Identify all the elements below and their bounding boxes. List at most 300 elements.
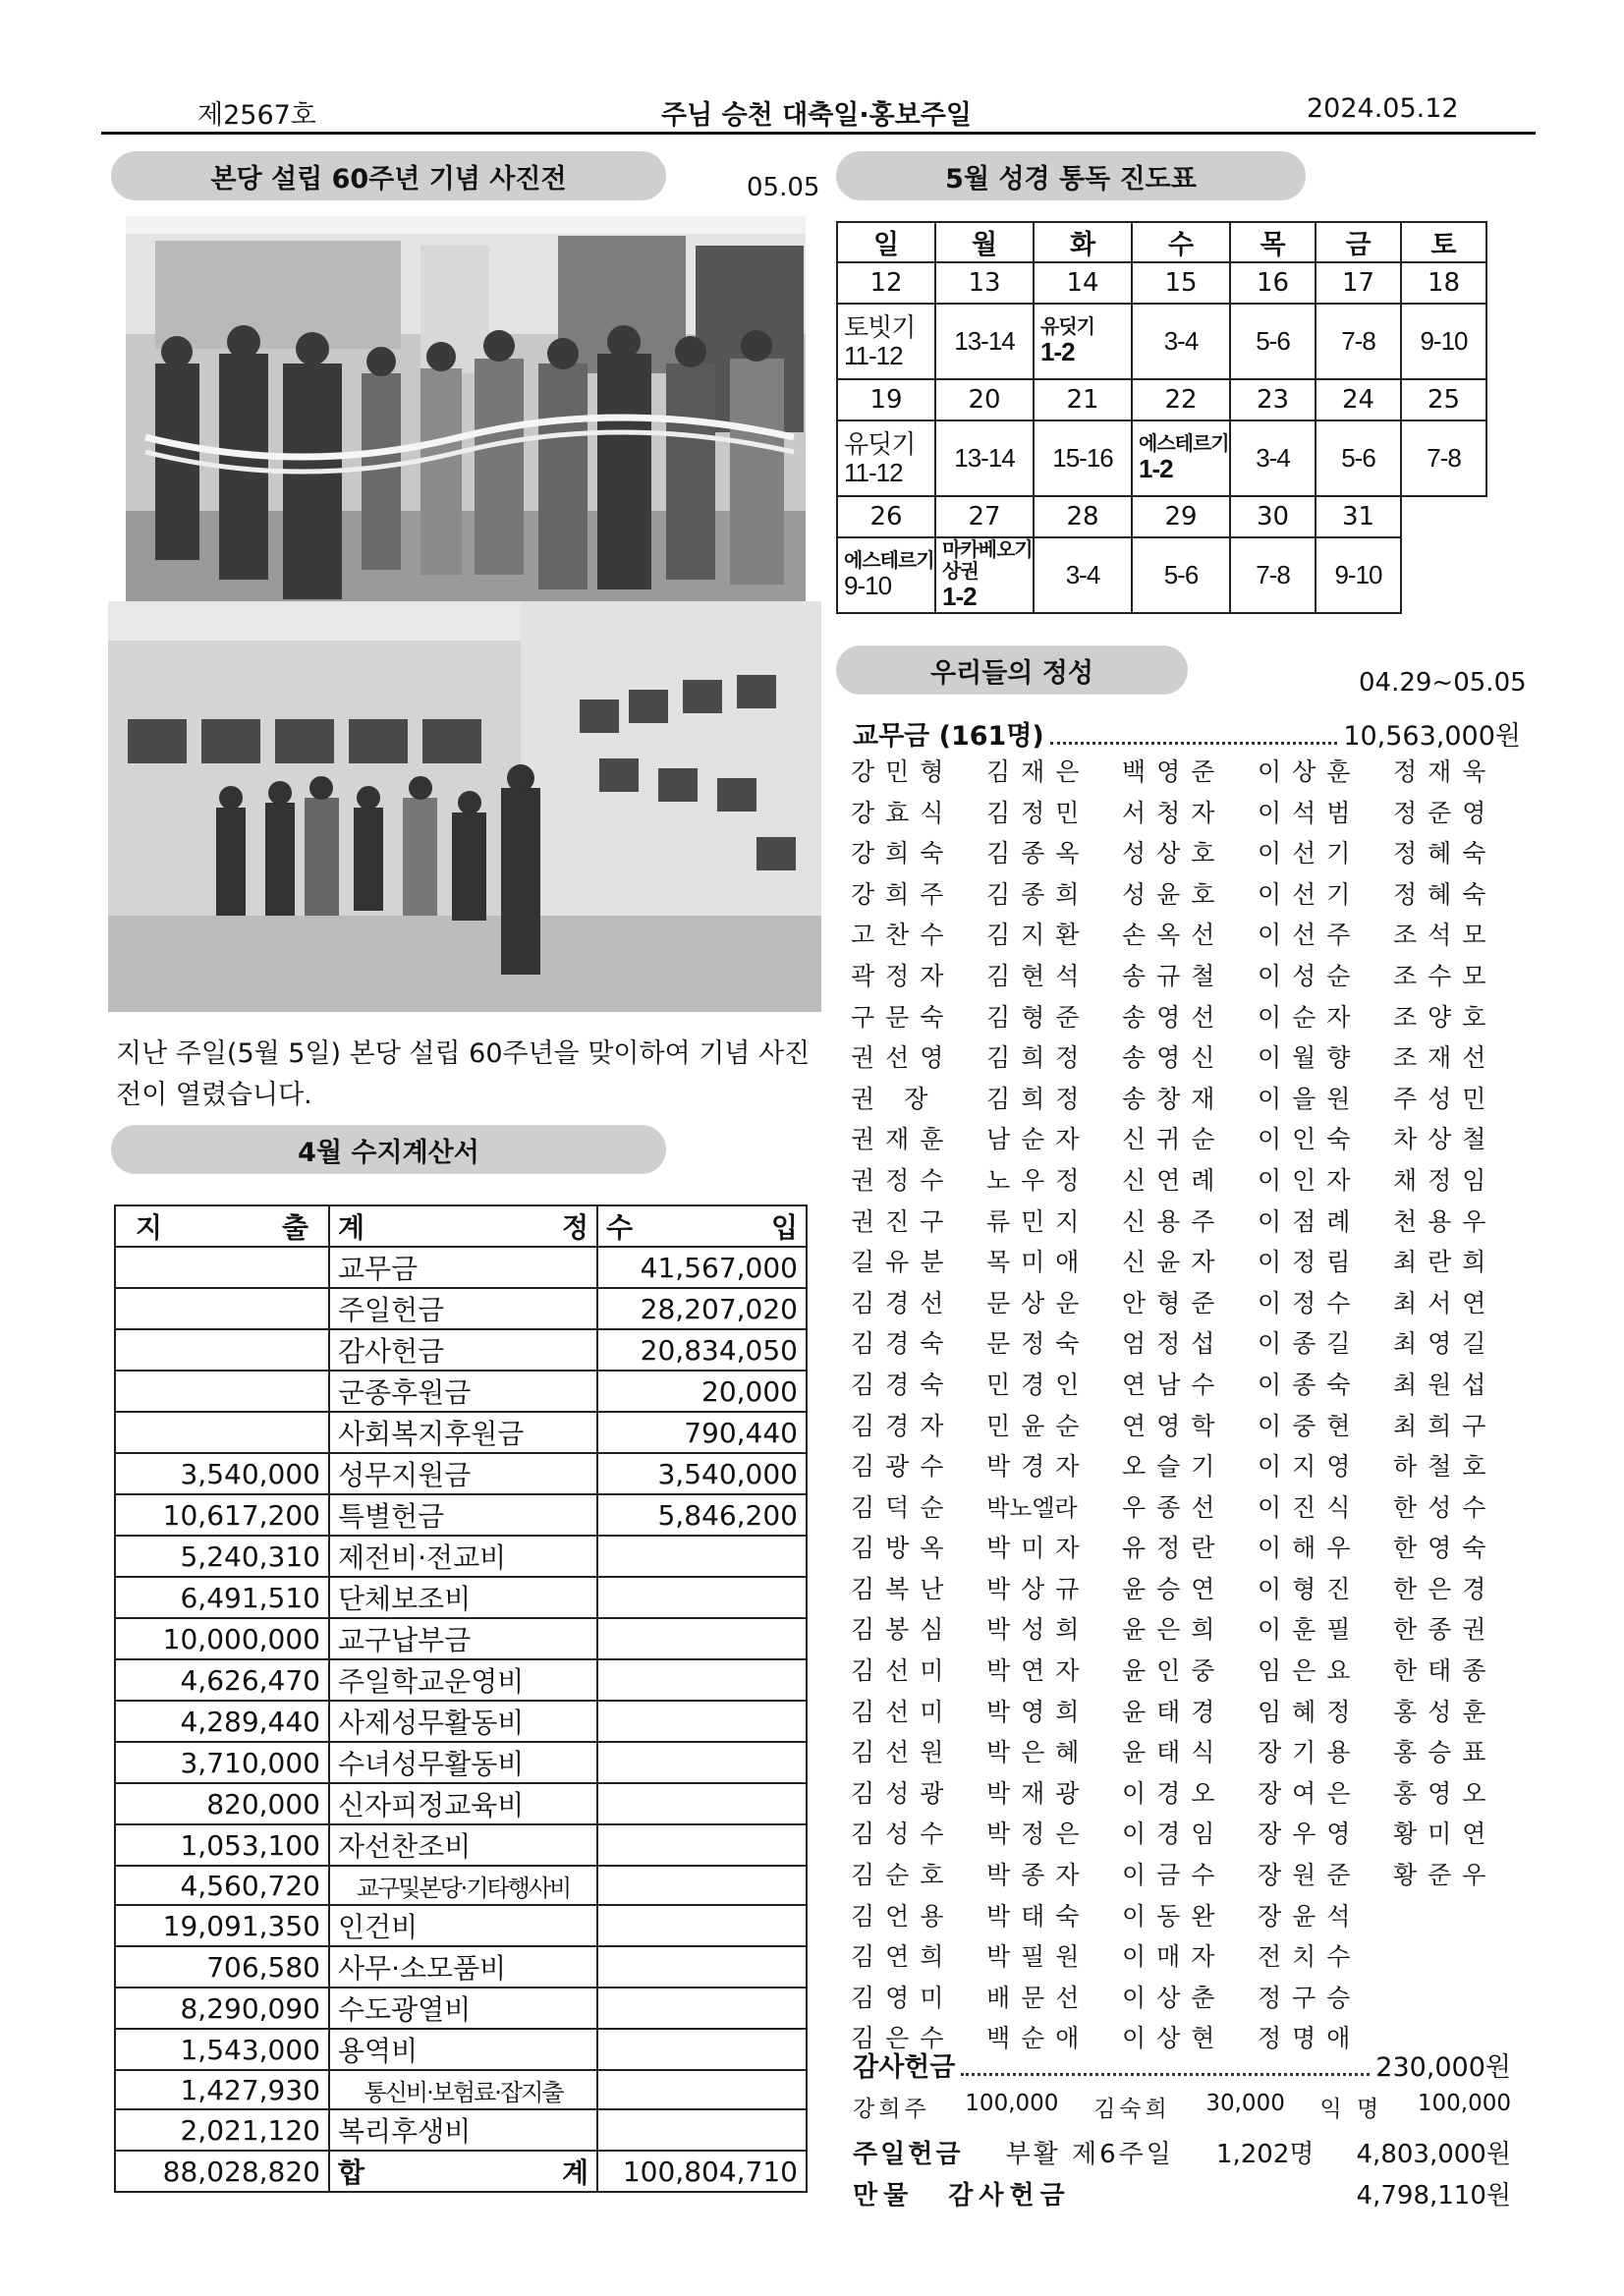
donor-name: 최란희: [1393, 1248, 1497, 1277]
donor-name: 곽정자: [851, 961, 955, 990]
donor-name: 김덕순: [851, 1492, 955, 1522]
reading-cell: 7-8: [1316, 304, 1401, 379]
donor-name: 이상현: [1122, 2024, 1226, 2053]
date-cell: 13: [935, 262, 1034, 304]
expense-cell: 19,091,350: [115, 1905, 329, 1946]
finance-row: [115, 2029, 807, 2070]
reading-cell: 7-8: [1401, 420, 1486, 496]
photo-caption: 지난 주일(5월 5일) 본당 설립 60주년을 맞이하여 기념 사진전이 열렸습니다.: [116, 1038, 811, 1110]
donor-name: 윤은희: [1122, 1615, 1226, 1645]
donor-name: 박은혜: [986, 1738, 1091, 1767]
date-cell: 23: [1230, 379, 1316, 420]
thanks-donor-amount: 100,000: [965, 2091, 1059, 2116]
donor-row: [851, 1080, 1529, 1121]
donor-name: 이지영: [1258, 1452, 1362, 1482]
donor-name: 김정민: [986, 798, 1091, 827]
donor-name: 연영학: [1122, 1411, 1226, 1440]
income-cell: [597, 1659, 807, 1701]
donor-name: 이상춘: [1122, 1983, 1226, 2012]
account-cell: 수도광열비: [329, 1988, 597, 2029]
donor-name: 박연자: [986, 1656, 1091, 1686]
donor-name: 김성광: [851, 1778, 955, 1808]
income-cell: 20,834,050: [597, 1329, 807, 1371]
donor-name: 이정림: [1258, 1248, 1362, 1277]
finance-total-row: [115, 2151, 807, 2192]
exhibition-photo: [108, 601, 821, 1012]
sunday-week: 부활 제6주일: [1005, 2140, 1174, 2169]
donor-name: 백순애: [986, 2024, 1091, 2053]
donor-name: 임은요: [1258, 1656, 1362, 1686]
donor-name: 이종길: [1258, 1329, 1362, 1359]
account-cell: 교구납부금: [329, 1618, 597, 1659]
calendar-reading-row: [837, 420, 1486, 496]
donor-name: 목미애: [986, 1248, 1091, 1277]
donor-name: 이훈필: [1258, 1615, 1362, 1645]
income-cell: 3,540,000: [597, 1453, 807, 1494]
donor-name: 이점례: [1258, 1206, 1362, 1236]
donor-row: [851, 1733, 1529, 1774]
expense-header-part: 출: [281, 1211, 308, 1244]
reading-chapters: 9-10: [844, 571, 892, 601]
donor-name: 장원준: [1258, 1861, 1362, 1890]
day-tue: 화: [1034, 222, 1132, 262]
reading-cell: 7-8: [1230, 537, 1316, 613]
donor-name: 박경자: [986, 1452, 1091, 1482]
expense-cell: 8,290,090: [115, 1988, 329, 2029]
donor-name: 강효식: [851, 798, 955, 827]
donor-name: 김희정: [986, 1084, 1091, 1113]
reading-cell: 3-4: [1132, 304, 1230, 379]
donor-name: 황미연: [1393, 1820, 1497, 1849]
reading-cell: [1034, 304, 1132, 379]
finance-row: [115, 1618, 807, 1659]
donor-name: 황준우: [1393, 1861, 1497, 1890]
donor-name: 신윤자: [1122, 1248, 1226, 1277]
donor-name: 이형진: [1258, 1574, 1362, 1603]
donor-name: 민경인: [986, 1370, 1091, 1399]
donor-name: 정명애: [1258, 2024, 1362, 2053]
calendar-date-row: [837, 496, 1486, 537]
reading-cell: [837, 537, 935, 613]
donor-name: 김순호: [851, 1861, 955, 1890]
donor-name: 윤태경: [1122, 1697, 1226, 1726]
donor-name: 채정임: [1393, 1165, 1497, 1195]
donor-name: 서청자: [1122, 798, 1226, 827]
donations-heading: 우리들의 정성: [836, 645, 1188, 695]
account-cell: 교무금: [329, 1247, 597, 1288]
income-cell: [597, 1905, 807, 1946]
donor-row: [851, 1979, 1529, 2020]
donor-name: 권정수: [851, 1165, 955, 1195]
expense-cell: 706,580: [115, 1946, 329, 1988]
reading-cell: [837, 420, 935, 496]
account-cell: 사제성무활동비: [329, 1701, 597, 1742]
donor-name: 장기용: [1258, 1738, 1362, 1767]
donor-row: [851, 1243, 1529, 1284]
donor-row: [851, 916, 1529, 957]
total-expense: 88,028,820: [115, 2151, 329, 2192]
donor-name: 최원섭: [1393, 1370, 1497, 1399]
day-thu: 목: [1230, 222, 1316, 262]
thanks-donor: 익 명: [1319, 2097, 1383, 2122]
empty-cell: [1401, 496, 1486, 537]
total-label: [329, 2151, 597, 2192]
finance-row: [115, 1371, 807, 1412]
finance-row: [115, 1783, 807, 1824]
expense-cell: [115, 1412, 329, 1453]
donor-name: 남순자: [986, 1125, 1091, 1154]
reading-chapters: 1-2: [942, 582, 977, 612]
calendar-day-header: [837, 222, 1486, 262]
donor-row: [851, 753, 1529, 794]
finance-row: [115, 1659, 807, 1701]
income-cell: [597, 1742, 807, 1783]
finance-row: [115, 1288, 807, 1329]
thanks-label: 감사헌금: [853, 2052, 956, 2083]
donor-name: 강희주: [851, 879, 955, 909]
finance-row: [115, 1824, 807, 1866]
income-cell: 790,440: [597, 1412, 807, 1453]
donor-name: 장우영: [1258, 1820, 1362, 1849]
account-cell: 용역비: [329, 2029, 597, 2070]
expense-cell: 10,617,200: [115, 1494, 329, 1536]
reading-book: 마카베오기 상권: [942, 539, 1033, 584]
donor-name: 박상규: [986, 1574, 1091, 1603]
finance-row: [115, 1866, 807, 1905]
donor-name: 정혜숙: [1393, 879, 1497, 909]
account-header: [329, 1205, 597, 1247]
expense-cell: 1,427,930: [115, 2070, 329, 2109]
donor-name: 이월향: [1258, 1043, 1362, 1073]
reading-cell: 3-4: [1034, 537, 1132, 613]
thanks-donor: 김숙희: [1093, 2097, 1171, 2122]
donor-name: 신귀순: [1122, 1125, 1226, 1154]
donor-name: 노우정: [986, 1165, 1091, 1195]
income-cell: [597, 1536, 807, 1577]
donor-name: 박종자: [986, 1861, 1091, 1890]
donor-name: 임혜정: [1258, 1697, 1362, 1726]
donor-row: [851, 1856, 1529, 1897]
donor-row: [851, 1038, 1529, 1080]
donor-name: 고찬수: [851, 921, 955, 950]
donor-name: 김언용: [851, 1901, 955, 1931]
donor-name: 최영길: [1393, 1329, 1497, 1359]
donor-name: 신연례: [1122, 1165, 1226, 1195]
donor-name: 성윤호: [1122, 879, 1226, 909]
account-cell: 감사헌금: [329, 1329, 597, 1371]
day-sun: 일: [837, 222, 935, 262]
account-cell: 수녀성무활동비: [329, 1742, 597, 1783]
donor-name: 이상훈: [1258, 757, 1362, 786]
donor-name: 김복난: [851, 1574, 955, 1603]
donor-row: [851, 1570, 1529, 1611]
gyomu-label: 교무금 (161명): [853, 721, 1044, 752]
donor-name: 김경숙: [851, 1370, 955, 1399]
account-cell: 특별헌금: [329, 1494, 597, 1536]
total-income: 100,804,710: [597, 2151, 807, 2192]
donor-name: 윤태식: [1122, 1738, 1226, 1767]
reading-book: 토빗기: [844, 311, 916, 342]
expense-cell: 2,021,120: [115, 2109, 329, 2151]
dot-leader: [961, 2073, 1370, 2076]
donor-row: [851, 1366, 1529, 1407]
donor-name: 정준영: [1393, 798, 1497, 827]
photo-section-date: 05.05: [747, 173, 820, 202]
donor-row: [851, 1693, 1529, 1734]
issue-number: 제2567호: [197, 100, 316, 131]
donor-name: 권진구: [851, 1206, 955, 1236]
expense-cell: 4,289,440: [115, 1701, 329, 1742]
donor-row: [851, 998, 1529, 1039]
manmul-offering-summary: [853, 2175, 1511, 2212]
account-cell: 복리후생비: [329, 2109, 597, 2151]
header-rule: [101, 132, 1536, 135]
donor-row: [851, 1161, 1529, 1203]
reading-chapters: 1-2: [1139, 454, 1173, 484]
donor-name: 민윤순: [986, 1411, 1091, 1440]
donor-name: 한은경: [1393, 1574, 1497, 1603]
donor-name: 박정은: [986, 1820, 1091, 1849]
donor-name: [1393, 1937, 1529, 1979]
donor-row: [851, 957, 1529, 998]
date-cell: 29: [1132, 496, 1230, 537]
donor-row: [851, 834, 1529, 875]
date-cell: 25: [1401, 379, 1486, 420]
reading-chapters: 11-12: [844, 340, 903, 370]
income-header: [597, 1205, 807, 1247]
finance-row: [115, 1453, 807, 1494]
expense-cell: [115, 1288, 329, 1329]
day-sat: 토: [1401, 222, 1486, 262]
donor-name: 박태숙: [986, 1901, 1091, 1931]
donor-row: [851, 1120, 1529, 1161]
bible-schedule-heading: 5월 성경 통독 진도표: [836, 151, 1306, 200]
donor-name: 이동완: [1122, 1901, 1226, 1931]
donor-row: [851, 875, 1529, 917]
donor-name: 권선영: [851, 1043, 955, 1073]
donor-row: [851, 1407, 1529, 1448]
income-cell: 28,207,020: [597, 1288, 807, 1329]
donor-name: 이선기: [1258, 839, 1362, 868]
donor-name: 정혜숙: [1393, 839, 1497, 868]
thanks-donor-amount: 100,000: [1417, 2091, 1511, 2116]
donor-name: 박필원: [986, 1942, 1091, 1972]
account-cell: 주일헌금: [329, 1288, 597, 1329]
donor-name: 김지환: [986, 921, 1091, 950]
sunday-label: 주일헌금: [853, 2140, 964, 2169]
date-cell: 27: [935, 496, 1034, 537]
donor-name: 김종옥: [986, 839, 1091, 868]
thanks-summary: [853, 2045, 1511, 2084]
donor-name: 이금수: [1122, 1861, 1226, 1890]
donor-name: 안형준: [1122, 1288, 1226, 1317]
date-cell: 17: [1316, 262, 1401, 304]
donor-row: [851, 1284, 1529, 1325]
donor-row: [851, 1447, 1529, 1488]
donor-name: 한성수: [1393, 1492, 1497, 1522]
account-cell: 교구및본당·기타행사비: [329, 1866, 597, 1905]
donor-name: 김광수: [851, 1452, 955, 1482]
donor-name: 조양호: [1393, 1002, 1497, 1032]
income-cell: 41,567,000: [597, 1247, 807, 1288]
expense-cell: 6,491,510: [115, 1577, 329, 1618]
donor-name: 윤승연: [1122, 1574, 1226, 1603]
sunday-offering-summary: [853, 2134, 1511, 2170]
reading-cell: 9-10: [1316, 537, 1401, 613]
finance-header-row: [115, 1205, 807, 1247]
income-cell: [597, 2070, 807, 2109]
donor-row: [851, 1937, 1529, 1979]
day-fri: 금: [1316, 222, 1401, 262]
expense-cell: 1,053,100: [115, 1824, 329, 1866]
gyomu-amount: 10,563,000원: [1343, 721, 1521, 752]
thanks-donor: 강희주: [853, 2097, 930, 2122]
account-header-part: 계: [338, 1211, 365, 1244]
account-cell: 사무·소모품비: [329, 1946, 597, 1988]
finance-row: [115, 1988, 807, 2029]
donor-name: 김희정: [986, 1043, 1091, 1073]
account-cell: 신자피정교육비: [329, 1783, 597, 1824]
donor-row: [851, 1652, 1529, 1693]
donor-name: 정재욱: [1393, 757, 1497, 786]
date-cell: 24: [1316, 379, 1401, 420]
day-wed: 수: [1132, 222, 1230, 262]
donor-name: 김형준: [986, 1002, 1091, 1032]
date-cell: 16: [1230, 262, 1316, 304]
donor-name: 이해우: [1258, 1534, 1362, 1563]
donor-name: 김선미: [851, 1697, 955, 1726]
donor-row: [851, 1897, 1529, 1938]
ribbon-cutting-photo: [126, 216, 806, 601]
donor-row: [851, 1324, 1529, 1366]
donor-name: 이순자: [1258, 1002, 1362, 1032]
account-cell: 성무지원금: [329, 1453, 597, 1494]
reading-cell: 13-14: [935, 304, 1034, 379]
donor-row: [851, 1610, 1529, 1652]
account-cell: 제전비·전교비: [329, 1536, 597, 1577]
reading-book: 유딧기: [1040, 316, 1094, 339]
donor-name: 김영미: [851, 1983, 955, 2012]
donor-name: 문정숙: [986, 1329, 1091, 1359]
donor-name: 이경오: [1122, 1778, 1226, 1808]
expense-cell: 3,540,000: [115, 1453, 329, 1494]
donor-row: [851, 1203, 1529, 1244]
donor-name: 김선원: [851, 1738, 955, 1767]
donor-name: 백영준: [1122, 757, 1226, 786]
donor-name: 하철호: [1393, 1452, 1497, 1482]
donor-name: 김경선: [851, 1288, 955, 1317]
donor-name: 김은수: [851, 2024, 955, 2053]
donor-name: 구문숙: [851, 1002, 955, 1032]
income-cell: [597, 1946, 807, 1988]
donor-name: 권재훈: [851, 1125, 955, 1154]
calendar-reading-row: [837, 304, 1486, 379]
donor-name: 성상호: [1122, 839, 1226, 868]
donor-name: 이선주: [1258, 921, 1362, 950]
account-cell: 사회복지후원금: [329, 1412, 597, 1453]
donor-name: 최희구: [1393, 1411, 1497, 1440]
donor-name: 이선기: [1258, 879, 1362, 909]
account-cell: 군종후원금: [329, 1371, 597, 1412]
donor-name: 김봉심: [851, 1615, 955, 1645]
expense-cell: 3,710,000: [115, 1742, 329, 1783]
donor-name: 강희숙: [851, 839, 955, 868]
expense-header: [115, 1205, 329, 1247]
donor-name: 천용우: [1393, 1206, 1497, 1236]
total-label-part: 계: [561, 2156, 588, 2189]
donor-name: 송영선: [1122, 1002, 1226, 1032]
income-cell: [597, 1824, 807, 1866]
donor-name: 배문선: [986, 1983, 1091, 2012]
calendar-reading-row: [837, 537, 1486, 613]
donor-name: 이진식: [1258, 1492, 1362, 1522]
donor-name: 김성수: [851, 1820, 955, 1849]
page-title: 주님 승천 대축일·홍보주일: [661, 100, 972, 131]
donor-name: 유정란: [1122, 1534, 1226, 1563]
reading-book: 에스테르기: [1139, 433, 1229, 456]
reading-cell: 5-6: [1230, 304, 1316, 379]
date-cell: 26: [837, 496, 935, 537]
finance-row: [115, 1905, 807, 1946]
donor-row: [851, 1529, 1529, 1570]
account-cell: 인건비: [329, 1905, 597, 1946]
donor-name: 김재은: [986, 757, 1091, 786]
date-cell: 22: [1132, 379, 1230, 420]
donor-name: 이종숙: [1258, 1370, 1362, 1399]
donor-name: 오슬기: [1122, 1452, 1226, 1482]
finance-row: [115, 1412, 807, 1453]
donor-name: 이정수: [1258, 1288, 1362, 1317]
donor-name: 김방옥: [851, 1534, 955, 1563]
reading-chapters: 1-2: [1040, 337, 1075, 367]
donor-name: 이경임: [1122, 1820, 1226, 1849]
income-cell: 20,000: [597, 1371, 807, 1412]
expense-cell: [115, 1329, 329, 1371]
income-cell: [597, 1577, 807, 1618]
account-cell: 자선찬조비: [329, 1824, 597, 1866]
date-cell: 31: [1316, 496, 1401, 537]
thanks-amount: 230,000원: [1375, 2052, 1511, 2083]
donor-name: 조수모: [1393, 961, 1497, 990]
day-mon: 월: [935, 222, 1034, 262]
donor-name: 홍승표: [1393, 1738, 1497, 1767]
expense-cell: 1,543,000: [115, 2029, 329, 2070]
donor-name: 장윤석: [1258, 1901, 1362, 1931]
income-cell: [597, 2029, 807, 2070]
donor-name: 문상운: [986, 1288, 1091, 1317]
donor-name: 한태종: [1393, 1656, 1497, 1686]
income-cell: [597, 1988, 807, 2029]
expense-cell: 4,560,720: [115, 1866, 329, 1905]
expense-cell: 4,626,470: [115, 1659, 329, 1701]
donor-name: 조재선: [1393, 1043, 1497, 1073]
donor-name: 이인숙: [1258, 1125, 1362, 1154]
donor-name: 김경숙: [851, 1329, 955, 1359]
donor-name: 송창재: [1122, 1084, 1226, 1113]
donor-row: [851, 1488, 1529, 1530]
reading-cell: 15-16: [1034, 420, 1132, 496]
donor-name: 이석범: [1258, 798, 1362, 827]
income-cell: [597, 2109, 807, 2151]
finance-row: [115, 1742, 807, 1783]
finance-table: [114, 1204, 808, 2193]
finance-row: [115, 1494, 807, 1536]
expense-header-part: 지: [136, 1211, 163, 1244]
donor-name: 신용주: [1122, 1206, 1226, 1236]
date-cell: 28: [1034, 496, 1132, 537]
issue-date: 2024.05.12: [1307, 93, 1459, 124]
donor-name: 홍영오: [1393, 1778, 1497, 1808]
